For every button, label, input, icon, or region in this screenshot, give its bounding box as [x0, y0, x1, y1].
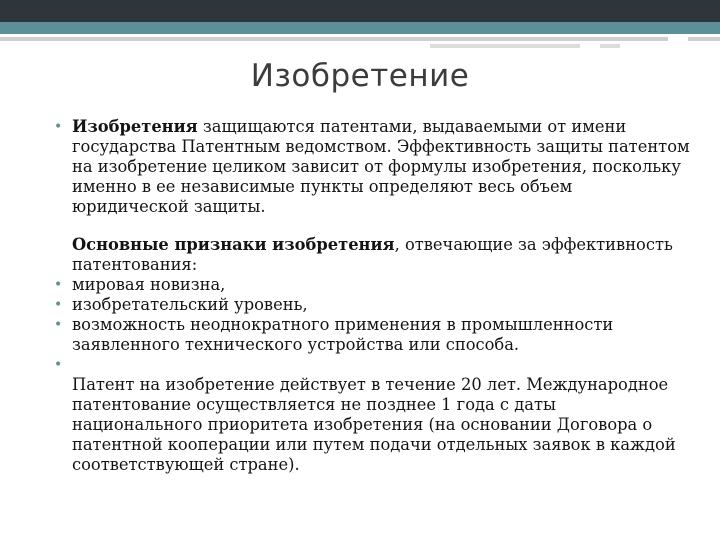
header-rule [0, 37, 668, 41]
list-item-text: мировая новизна, [72, 275, 226, 294]
list-item-text: изобретательский уровень, [72, 295, 308, 314]
list-item [50, 295, 690, 315]
header-rule [688, 37, 720, 41]
paragraph-text: защищаются патентами, выдаваемыми от имени государства Патентным ведомством. Эффективность защиты патентом на изобретение целиком зависит от формулы изобретения, поскольку именно в ее независимые пункты определяют весь объем юридической защиты. [72, 117, 690, 216]
paragraph-bold-lead: Основные признаки изобретения [72, 235, 395, 254]
paragraph-text: Патент на изобретение действует в течение 20 лет. Международное патентование осуществляется не позднее 1 года с даты национального приоритета изобретения (на основании Договора о патентной кооперации или путем подачи отдельных заявок в каждой соответствующей стране). [72, 375, 676, 474]
slide-body [50, 117, 690, 475]
header-bar-dark [0, 0, 720, 22]
list-item-empty [50, 355, 690, 375]
bullet-icon: • [54, 297, 63, 313]
header-bar-accent [0, 22, 720, 34]
paragraph-patent-term [50, 375, 690, 475]
list-item [50, 275, 690, 295]
header-decoration [0, 0, 720, 54]
paragraph-patents [50, 117, 690, 217]
paragraph-text: , отвечающие за эффективность патентования: [72, 235, 673, 274]
paragraph-bold-lead: Изобретения [72, 117, 198, 136]
list-item [50, 315, 690, 355]
paragraph-features [50, 235, 690, 275]
slide-title: Изобретение [250, 58, 470, 94]
bullet-icon: • [54, 317, 63, 333]
list-item-text: возможность неоднократного применения в промышленности заявленного технического устройства или способа. [72, 315, 614, 354]
bullet-icon: • [54, 357, 63, 373]
bullet-icon: • [54, 277, 63, 293]
header-rule-short [430, 44, 580, 48]
header-rule-short [600, 44, 620, 48]
bullet-icon: • [54, 119, 63, 135]
